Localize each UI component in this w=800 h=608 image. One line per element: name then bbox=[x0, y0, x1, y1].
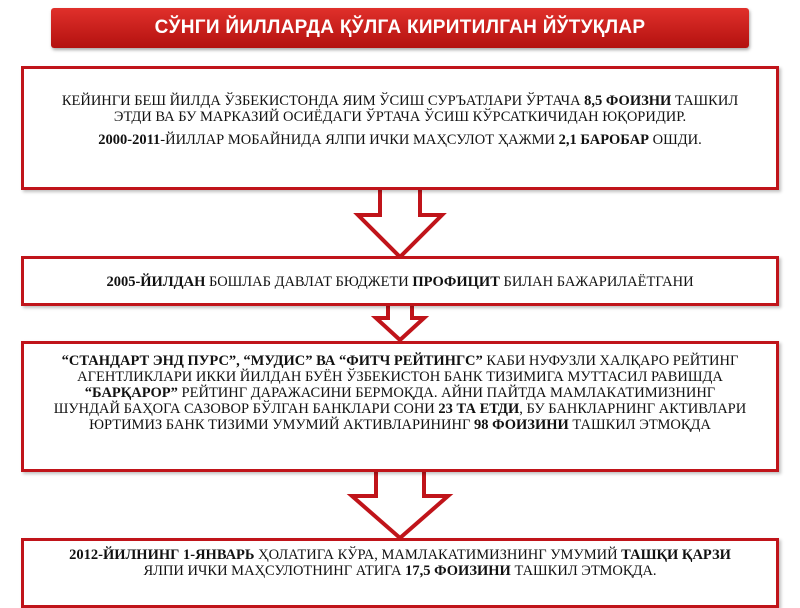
external-debt-text: 2012-ЙИЛНИНГ 1-ЯНВАРЬ ҲОЛАТИГА КЎРА, МАМЛАКАТИМИЗНИНГ УМУМИЙ ТАШҚИ ҚАРЗИ ЯЛПИ ИЧКИ МАҲСУЛОТНИНГ АТИГА 17,5 ФОИЗИНИ ТАШКИЛ ЭТМОҚДА. bbox=[69, 547, 731, 579]
title-banner bbox=[51, 8, 749, 48]
achievement-box-debt bbox=[21, 538, 779, 608]
down-arrow-3 bbox=[344, 468, 456, 542]
down-arrow-2 bbox=[370, 302, 430, 344]
bank-ratings-text: “СТАНДАРТ ЭНД ПУРС”, “МУДИС” ВА “ФИТЧ РЕЙТИНГС” КАБИ НУФУЗЛИ ХАЛҚАРО РЕЙТИНГ АГЕНТЛИКЛАРИ ИККИ ЙИЛДАН БУЁН ЎЗБЕКИСТОН БАНК ТИЗИМИГА МУТТАСИЛ РАВИШДА “БАРҚАРОР” РЕЙТИНГ ДАРАЖАСИНИ БЕРМОҚДА. АЙНИ ПАЙТДА МАМЛАКАТИМИЗНИНГ ШУНДАЙ БАҲОГА САЗОВОР БЎЛГАН БАНКЛАРИ СОНИ 23 ТА ЕТДИ, БУ БАНКЛАРНИНГ АКТИВЛАРИ ЮРТИМИЗ БАНК ТИЗИМИ УМУМИЙ АКТИВЛАРИНИНГ 98 ФОИЗИНИ ТАШКИЛ ЭТМОҚДА bbox=[53, 353, 747, 433]
gdp-growth-text: КЕЙИНГИ БЕШ ЙИЛДА ЎЗБЕКИСТОНДА ЯИМ ЎСИШ СУРЪАТЛАРИ ЎРТАЧА 8,5 ФОИЗНИ ТАШКИЛ ЭТДИ ВА БУ МАРКАЗИЙ ОСИЁДАГИ ЎРТАЧА ЎСИШ КЎРСАТКИЧИДАН ЮҚОРИДИР. bbox=[61, 93, 739, 125]
down-arrow-1 bbox=[350, 185, 450, 261]
budget-surplus-text: 2005-ЙИЛДАН БОШЛАБ ДАВЛАТ БЮДЖЕТИ ПРОФИЦИТ БИЛАН БАЖАРИЛАЁТГАНИ bbox=[106, 274, 694, 290]
achievement-box-budget bbox=[21, 256, 779, 306]
gdp-volume-text: 2000-2011-ЙИЛЛАР МОБАЙНИДА ЯЛПИ ИЧКИ МАҲСУЛОТ ҲАЖМИ 2,1 БАРОБАР ОШДИ. bbox=[98, 132, 702, 148]
achievement-box-gdp bbox=[21, 66, 779, 190]
achievement-box-ratings bbox=[21, 341, 779, 472]
page-title: СЎНГИ ЙИЛЛАРДА ҚЎЛГА КИРИТИЛГАН ЙЎТУҚЛАР bbox=[154, 17, 646, 38]
